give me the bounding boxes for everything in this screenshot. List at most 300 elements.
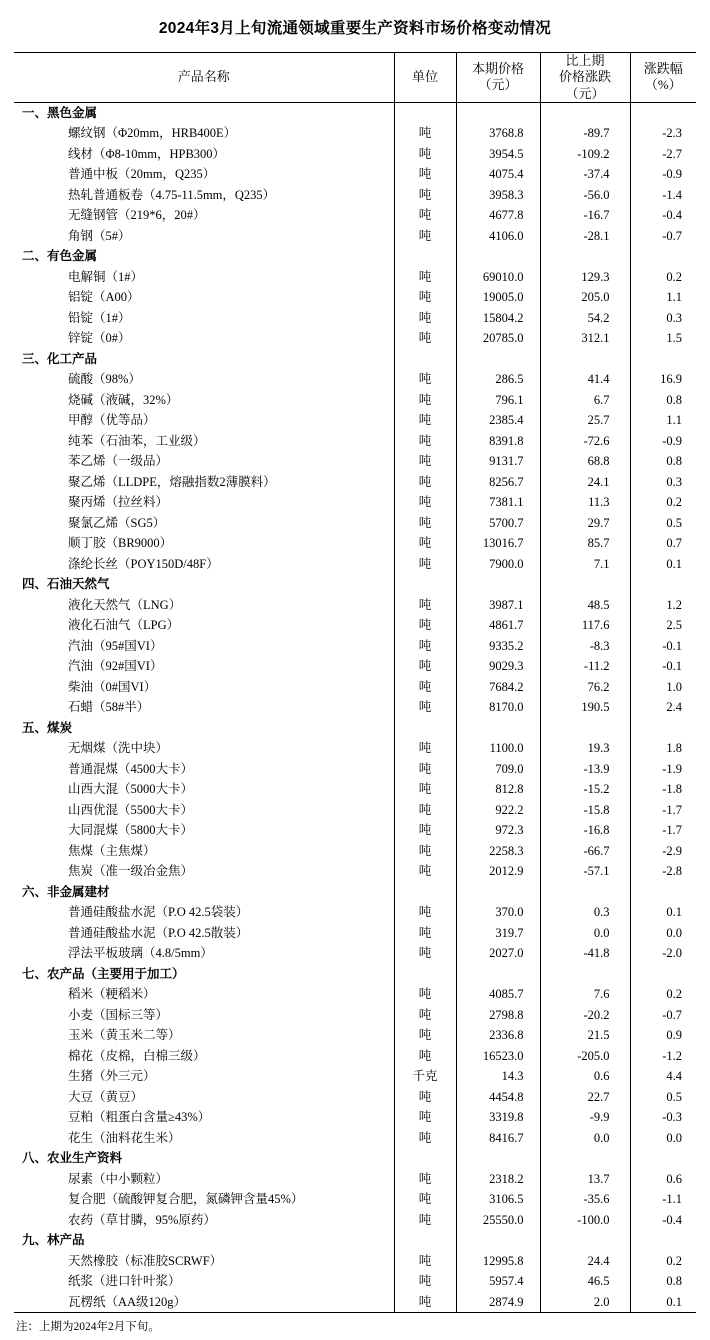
product-name: 液化天然气（LNG） <box>68 597 182 612</box>
percent-change: 1.2 <box>630 595 696 616</box>
current-price: 972.3 <box>456 820 540 841</box>
price-change <box>540 1230 630 1251</box>
table-row <box>14 1189 696 1210</box>
table-row <box>14 738 696 759</box>
current-price: 3106.5 <box>456 1189 540 1210</box>
current-price: 69010.0 <box>456 267 540 288</box>
current-price: 14.3 <box>456 1066 540 1087</box>
product-unit: 吨 <box>394 1087 456 1108</box>
column-header-price-change-line3: （元） <box>565 85 605 101</box>
price-change <box>540 349 630 370</box>
product-name: 复合肥（硫酸钾复合肥，氮磷钾含量45%） <box>68 1192 304 1207</box>
footnote: 注：上期为2024年2月下旬。 <box>16 1321 160 1334</box>
price-change: 2.0 <box>540 1292 630 1313</box>
current-price: 9335.2 <box>456 636 540 657</box>
percent-change: -0.7 <box>630 226 696 247</box>
percent-change: 0.8 <box>630 390 696 411</box>
product-unit: 吨 <box>394 205 456 226</box>
column-header-current-price <box>456 53 540 103</box>
product-unit <box>394 349 456 370</box>
current-price: 2258.3 <box>456 841 540 862</box>
price-change: 21.5 <box>540 1025 630 1046</box>
table-row <box>14 677 696 698</box>
product-unit: 吨 <box>394 533 456 554</box>
table-row <box>14 820 696 841</box>
price-change: 46.5 <box>540 1271 630 1292</box>
price-change: -15.8 <box>540 800 630 821</box>
product-unit: 吨 <box>394 943 456 964</box>
table-row <box>14 1005 696 1026</box>
percent-change: -0.3 <box>630 1107 696 1128</box>
current-price <box>456 718 540 739</box>
table-row <box>14 431 696 452</box>
product-unit: 吨 <box>394 759 456 780</box>
current-price: 15804.2 <box>456 308 540 329</box>
product-name: 螺纹钢（Φ20mm，HRB400E） <box>68 126 237 141</box>
product-unit: 吨 <box>394 185 456 206</box>
current-price: 7381.1 <box>456 492 540 513</box>
table-row <box>14 185 696 206</box>
product-name: 生猪（外三元） <box>68 1069 156 1084</box>
product-name: 稻米（粳稻米） <box>68 987 156 1002</box>
table-row <box>14 1271 696 1292</box>
current-price: 8170.0 <box>456 697 540 718</box>
product-name: 焦炭（准一级冶金焦） <box>68 864 194 879</box>
product-unit: 吨 <box>394 1271 456 1292</box>
price-change: 0.0 <box>540 1128 630 1149</box>
table-row <box>14 123 696 144</box>
product-unit: 吨 <box>394 226 456 247</box>
table-row <box>14 328 696 349</box>
product-name: 山西大混（5000大卡） <box>68 782 194 797</box>
percent-change: -1.1 <box>630 1189 696 1210</box>
product-unit: 吨 <box>394 410 456 431</box>
table-row <box>14 390 696 411</box>
price-change: 205.0 <box>540 287 630 308</box>
price-change: -56.0 <box>540 185 630 206</box>
percent-change: 0.2 <box>630 984 696 1005</box>
price-change: 11.3 <box>540 492 630 513</box>
table-row <box>14 1128 696 1149</box>
current-price: 4454.8 <box>456 1087 540 1108</box>
percent-change: 0.8 <box>630 1271 696 1292</box>
table-row <box>14 800 696 821</box>
product-unit <box>394 102 456 123</box>
current-price: 2027.0 <box>456 943 540 964</box>
current-price: 4106.0 <box>456 226 540 247</box>
table-header <box>14 53 696 103</box>
price-change: 7.6 <box>540 984 630 1005</box>
product-name: 聚乙烯（LLDPE，熔融指数2薄膜料） <box>68 474 276 489</box>
current-price: 25550.0 <box>456 1210 540 1231</box>
product-name: 纸浆（进口针叶浆） <box>68 1274 181 1289</box>
product-unit: 吨 <box>394 738 456 759</box>
product-name: 柴油（0#国VI） <box>68 679 157 694</box>
price-change: -205.0 <box>540 1046 630 1067</box>
current-price: 4677.8 <box>456 205 540 226</box>
table-group-row <box>14 1148 696 1169</box>
percent-change: 0.5 <box>630 513 696 534</box>
price-change: -16.7 <box>540 205 630 226</box>
table-row <box>14 636 696 657</box>
percent-change: 0.2 <box>630 1251 696 1272</box>
product-name: 瓦楞纸（AA级120g） <box>14 1292 394 1313</box>
table-row <box>14 759 696 780</box>
price-change <box>540 102 630 123</box>
product-unit: 吨 <box>394 1189 456 1210</box>
product-unit: 吨 <box>394 554 456 575</box>
current-price <box>456 102 540 123</box>
current-price: 3768.8 <box>456 123 540 144</box>
product-unit: 吨 <box>394 923 456 944</box>
product-unit: 吨 <box>394 267 456 288</box>
column-header-unit: 单位 <box>394 53 456 103</box>
table-row <box>14 841 696 862</box>
product-name: 棉花（皮棉，白棉三级） <box>68 1048 206 1063</box>
table-group-row <box>14 882 696 903</box>
product-name: 汽油（95#国VI） <box>68 638 163 653</box>
price-change: 48.5 <box>540 595 630 616</box>
table-group-row <box>14 349 696 370</box>
product-unit: 吨 <box>394 287 456 308</box>
category-label: 二、有色金属 <box>22 249 98 264</box>
current-price: 9029.3 <box>456 656 540 677</box>
product-name: 硫酸（98%） <box>68 372 141 387</box>
table-row <box>14 779 696 800</box>
column-header-current-price-line2: （元） <box>478 77 518 93</box>
product-unit <box>394 1230 456 1251</box>
percent-change: 0.8 <box>630 451 696 472</box>
category-label: 九、林产品 <box>22 1233 85 1248</box>
price-change: -89.7 <box>540 123 630 144</box>
product-name: 甲醇（优等品） <box>68 413 156 428</box>
percent-change: -0.1 <box>630 656 696 677</box>
product-unit: 吨 <box>394 472 456 493</box>
table-row <box>14 1046 696 1067</box>
table-row <box>14 451 696 472</box>
table-row <box>14 1169 696 1190</box>
product-name: 热轧普通板卷（4.75-11.5mm，Q235） <box>68 187 276 202</box>
product-name: 液化石油气（LPG） <box>68 618 180 633</box>
table-row <box>14 697 696 718</box>
column-header-percent-change <box>630 53 696 103</box>
product-name: 石蜡（58#半） <box>68 700 150 715</box>
table-group-row <box>14 102 696 123</box>
current-price <box>456 1230 540 1251</box>
price-change: 117.6 <box>540 615 630 636</box>
product-unit: 吨 <box>394 841 456 862</box>
price-change: -35.6 <box>540 1189 630 1210</box>
table-body <box>14 102 696 1313</box>
current-price: 370.0 <box>456 902 540 923</box>
product-unit: 吨 <box>394 513 456 534</box>
table-group-row <box>14 246 696 267</box>
product-name: 汽油（92#国VI） <box>68 659 163 674</box>
table-row <box>14 1066 696 1087</box>
product-name: 天然橡胶（标准胶SCRWF） <box>68 1253 223 1268</box>
product-unit <box>394 882 456 903</box>
product-unit: 吨 <box>394 1251 456 1272</box>
percent-change: 0.7 <box>630 533 696 554</box>
product-unit <box>394 574 456 595</box>
category-label: 七、农产品（主要用于加工） <box>22 966 185 981</box>
price-change <box>540 882 630 903</box>
table-row <box>14 1251 696 1272</box>
current-price: 2318.2 <box>456 1169 540 1190</box>
price-change: 85.7 <box>540 533 630 554</box>
current-price: 19005.0 <box>456 287 540 308</box>
current-price: 4085.7 <box>456 984 540 1005</box>
product-unit: 吨 <box>394 123 456 144</box>
current-price: 20785.0 <box>456 328 540 349</box>
percent-change <box>630 246 696 267</box>
product-name: 普通硅酸盐水泥（P.O 42.5袋装） <box>68 905 249 920</box>
current-price: 3958.3 <box>456 185 540 206</box>
percent-change: -1.8 <box>630 779 696 800</box>
table-row <box>14 1025 696 1046</box>
product-unit: 千克 <box>394 1066 456 1087</box>
table-row <box>14 943 696 964</box>
product-name: 苯乙烯（一级品） <box>68 454 169 469</box>
percent-change: -2.9 <box>630 841 696 862</box>
current-price: 319.7 <box>456 923 540 944</box>
percent-change: 1.1 <box>630 410 696 431</box>
product-name: 普通中板（20mm，Q235） <box>68 167 216 182</box>
price-change: 22.7 <box>540 1087 630 1108</box>
percent-change <box>630 882 696 903</box>
current-price: 3987.1 <box>456 595 540 616</box>
product-unit: 吨 <box>394 595 456 616</box>
percent-change: -2.8 <box>630 861 696 882</box>
product-name: 豆粕（粗蛋白含量≥43%） <box>68 1110 211 1125</box>
current-price: 4075.4 <box>456 164 540 185</box>
percent-change: -0.4 <box>630 205 696 226</box>
table-row <box>14 410 696 431</box>
table-row <box>14 308 696 329</box>
price-change: 24.4 <box>540 1251 630 1272</box>
table-row <box>14 554 696 575</box>
product-unit: 吨 <box>394 431 456 452</box>
price-change: -9.9 <box>540 1107 630 1128</box>
price-change <box>540 1148 630 1169</box>
page-title: 2024年3月上旬流通领域重要生产资料市场价格变动情况 <box>158 20 552 37</box>
product-unit: 吨 <box>394 328 456 349</box>
current-price: 8256.7 <box>456 472 540 493</box>
current-price: 2874.9 <box>456 1292 540 1313</box>
product-name: 小麦（国标三等） <box>68 1007 169 1022</box>
percent-change: 2.5 <box>630 615 696 636</box>
current-price: 7684.2 <box>456 677 540 698</box>
price-change: 0.6 <box>540 1066 630 1087</box>
product-unit: 吨 <box>394 1046 456 1067</box>
product-unit: 吨 <box>394 1107 456 1128</box>
table-group-row <box>14 574 696 595</box>
product-name: 焦煤（主焦煤） <box>68 843 156 858</box>
category-label: 五、煤炭 <box>22 720 73 735</box>
table-row <box>14 144 696 165</box>
current-price: 8391.8 <box>456 431 540 452</box>
percent-change: 0.5 <box>630 1087 696 1108</box>
product-name: 尿素（中小颗粒） <box>68 1171 169 1186</box>
price-table <box>14 52 696 1313</box>
product-unit: 吨 <box>394 820 456 841</box>
product-name: 烧碱（液碱，32%） <box>68 392 179 407</box>
percent-change: 0.0 <box>630 923 696 944</box>
table-group-row <box>14 964 696 985</box>
price-change: 190.5 <box>540 697 630 718</box>
table-row <box>14 656 696 677</box>
price-change: -66.7 <box>540 841 630 862</box>
percent-change <box>630 574 696 595</box>
table-row <box>14 1210 696 1231</box>
category-label: 三、化工产品 <box>22 351 98 366</box>
product-unit: 吨 <box>394 697 456 718</box>
product-name: 纯苯（石油苯，工业级） <box>68 433 206 448</box>
column-header-price-change-line2: 价格涨跌 <box>558 69 611 85</box>
table-row <box>14 923 696 944</box>
table-row <box>14 226 696 247</box>
column-header-current-price-line1: 本期价格 <box>471 61 524 77</box>
product-unit: 吨 <box>394 656 456 677</box>
product-name: 电解铜（1#） <box>68 269 144 284</box>
price-change <box>540 718 630 739</box>
price-change: 19.3 <box>540 738 630 759</box>
table-row <box>14 984 696 1005</box>
percent-change: -0.1 <box>630 636 696 657</box>
percent-change: 0.1 <box>630 1292 696 1313</box>
current-price: 2385.4 <box>456 410 540 431</box>
category-label: 四、石油天然气 <box>22 577 110 592</box>
percent-change: 4.4 <box>630 1066 696 1087</box>
price-change: 76.2 <box>540 677 630 698</box>
product-unit <box>394 964 456 985</box>
category-label: 一、黑色金属 <box>22 105 98 120</box>
price-change: -8.3 <box>540 636 630 657</box>
percent-change: 2.4 <box>630 697 696 718</box>
product-unit: 吨 <box>394 164 456 185</box>
product-name: 线材（Φ8-10mm，HPB300） <box>68 146 226 161</box>
current-price: 922.2 <box>456 800 540 821</box>
current-price: 2012.9 <box>456 861 540 882</box>
price-change: 13.7 <box>540 1169 630 1190</box>
percent-change: 0.6 <box>630 1169 696 1190</box>
table-row <box>14 513 696 534</box>
percent-change: -1.4 <box>630 185 696 206</box>
column-header-percent-change-line2: （%） <box>644 77 682 93</box>
percent-change: 16.9 <box>630 369 696 390</box>
percent-change: -1.7 <box>630 800 696 821</box>
product-unit: 吨 <box>394 861 456 882</box>
table-row <box>14 1292 696 1313</box>
percent-change <box>630 1230 696 1251</box>
product-unit <box>394 246 456 267</box>
product-unit: 吨 <box>394 369 456 390</box>
percent-change: 1.1 <box>630 287 696 308</box>
current-price: 4861.7 <box>456 615 540 636</box>
product-unit: 吨 <box>394 636 456 657</box>
percent-change <box>630 718 696 739</box>
product-unit: 吨 <box>394 984 456 1005</box>
table-group-row <box>14 718 696 739</box>
product-name: 涤纶长丝（POY150D/48F） <box>68 556 219 571</box>
percent-change: -1.9 <box>630 759 696 780</box>
percent-change <box>630 102 696 123</box>
table-row <box>14 861 696 882</box>
table-row <box>14 1107 696 1128</box>
current-price: 2798.8 <box>456 1005 540 1026</box>
percent-change: 0.3 <box>630 472 696 493</box>
product-name: 角钢（5#） <box>68 228 131 243</box>
product-unit: 吨 <box>394 677 456 698</box>
current-price: 16523.0 <box>456 1046 540 1067</box>
percent-change <box>630 1148 696 1169</box>
product-name: 山西优混（5500大卡） <box>68 802 194 817</box>
percent-change: 0.1 <box>630 902 696 923</box>
table-row <box>14 1087 696 1108</box>
product-unit: 吨 <box>394 144 456 165</box>
price-change: -57.1 <box>540 861 630 882</box>
table-row <box>14 615 696 636</box>
percent-change: 1.0 <box>630 677 696 698</box>
current-price: 796.1 <box>456 390 540 411</box>
price-change: -100.0 <box>540 1210 630 1231</box>
percent-change: -1.2 <box>630 1046 696 1067</box>
product-name: 大豆（黄豆） <box>68 1089 144 1104</box>
percent-change: -0.9 <box>630 164 696 185</box>
product-name: 农药（草甘膦，95%原药） <box>68 1212 216 1227</box>
product-name: 玉米（黄玉米二等） <box>68 1028 181 1043</box>
current-price <box>456 882 540 903</box>
product-unit: 吨 <box>394 1025 456 1046</box>
product-unit: 吨 <box>394 308 456 329</box>
price-change: 129.3 <box>540 267 630 288</box>
price-change: 312.1 <box>540 328 630 349</box>
product-unit: 吨 <box>394 1169 456 1190</box>
product-unit: 吨 <box>394 1210 456 1231</box>
current-price: 812.8 <box>456 779 540 800</box>
column-header-price-change <box>540 53 630 103</box>
price-change: -16.8 <box>540 820 630 841</box>
product-unit: 吨 <box>394 902 456 923</box>
percent-change: -2.7 <box>630 144 696 165</box>
product-name: 无烟煤（洗中块） <box>68 741 169 756</box>
current-price: 7900.0 <box>456 554 540 575</box>
product-unit: 吨 <box>394 1292 456 1313</box>
product-unit: 吨 <box>394 390 456 411</box>
current-price <box>456 246 540 267</box>
percent-change: -0.4 <box>630 1210 696 1231</box>
table-row <box>14 369 696 390</box>
table-row <box>14 902 696 923</box>
product-name: 浮法平板玻璃（4.8/5mm） <box>68 946 213 961</box>
product-name: 顺丁胶（BR9000） <box>68 536 173 551</box>
current-price: 3319.8 <box>456 1107 540 1128</box>
percent-change: 1.8 <box>630 738 696 759</box>
percent-change: 0.3 <box>630 308 696 329</box>
current-price: 709.0 <box>456 759 540 780</box>
current-price: 13016.7 <box>456 533 540 554</box>
percent-change: 0.2 <box>630 492 696 513</box>
price-change <box>540 246 630 267</box>
category-label: 六、非金属建材 <box>22 884 110 899</box>
percent-change: 1.5 <box>630 328 696 349</box>
product-name: 花生（油料花生米） <box>68 1130 181 1145</box>
column-header-product-name: 产品名称 <box>14 53 394 103</box>
product-name: 锌锭（0#） <box>68 331 131 346</box>
table-group-row <box>14 1230 696 1251</box>
product-name: 铝锭（A00） <box>68 290 140 305</box>
current-price: 12995.8 <box>456 1251 540 1272</box>
